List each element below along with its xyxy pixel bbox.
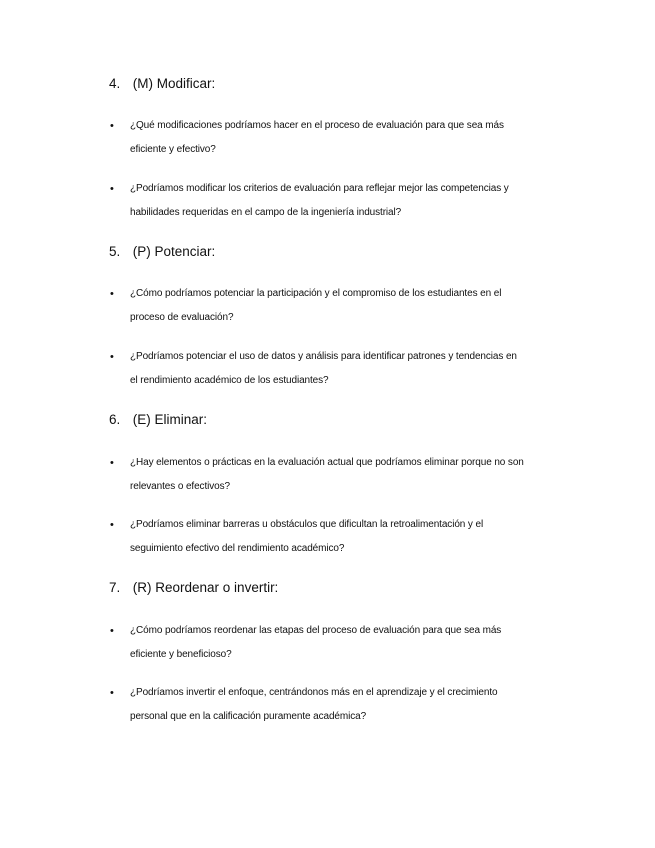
list-item-line: eficiente y efectivo? bbox=[130, 144, 216, 155]
list-item-line: ¿Qué modificaciones podríamos hacer en el proceso de evaluación para que sea más bbox=[130, 120, 504, 131]
list-item-line: ¿Podríamos modificar los criterios de evaluación para reflejar mejor las competencias y bbox=[130, 183, 509, 194]
list-item-line: seguimiento efectivo del rendimiento académico? bbox=[130, 543, 345, 554]
list-item-line: ¿Cómo podríamos reordenar las etapas del proceso de evaluación para que sea más bbox=[130, 625, 502, 636]
list-item-line: el rendimiento académico de los estudiantes? bbox=[130, 375, 329, 386]
list-item-line: proceso de evaluación? bbox=[130, 312, 234, 323]
list-item bbox=[130, 177, 570, 225]
list-item-line: eficiente y beneficioso? bbox=[130, 649, 232, 660]
bullet-icon: • bbox=[110, 625, 114, 637]
section-number: 6. bbox=[109, 412, 121, 427]
list-item bbox=[130, 513, 570, 561]
bullet-icon: • bbox=[110, 457, 114, 469]
bullet-icon: • bbox=[110, 351, 114, 363]
section-title: (E) Eliminar: bbox=[132, 412, 208, 427]
section-title: (R) Reordenar o invertir: bbox=[132, 580, 279, 595]
bullet-icon: • bbox=[110, 519, 114, 531]
section-number: 4. bbox=[109, 76, 121, 91]
list-item-line: ¿Podríamos eliminar barreras u obstáculos que dificultan la retroalimentación y el bbox=[130, 519, 484, 530]
bullet-icon: • bbox=[110, 687, 114, 699]
section-number: 7. bbox=[109, 580, 121, 595]
list-item bbox=[130, 451, 570, 499]
bullet-icon: • bbox=[110, 288, 114, 300]
list-item-line: ¿Hay elementos o prácticas en la evaluación actual que podríamos eliminar porque no son bbox=[130, 457, 524, 468]
list-item bbox=[130, 282, 570, 330]
list-item bbox=[130, 681, 570, 729]
section-title: (M) Modificar: bbox=[132, 76, 216, 91]
list-item bbox=[130, 619, 570, 667]
bullet-icon: • bbox=[110, 183, 114, 195]
list-item-line: ¿Podríamos potenciar el uso de datos y análisis para identificar patrones y tendencias en bbox=[130, 351, 517, 362]
list-item-line: ¿Cómo podríamos potenciar la participación y el compromiso de los estudiantes en el bbox=[130, 288, 502, 299]
bullet-icon: • bbox=[110, 120, 114, 132]
section-heading-6 bbox=[109, 412, 207, 428]
section-number: 5. bbox=[109, 244, 121, 259]
list-item-line: ¿Podríamos invertir el enfoque, centrándonos más en el aprendizaje y el crecimiento bbox=[130, 687, 498, 698]
section-heading-7 bbox=[109, 580, 278, 596]
list-item bbox=[130, 114, 570, 162]
section-heading-4 bbox=[109, 76, 215, 92]
list-item-line: habilidades requeridas en el campo de la ingeniería industrial? bbox=[130, 207, 402, 218]
list-item-line: relevantes o efectivos? bbox=[130, 481, 230, 492]
list-item-line: personal que en la calificación puramente académica? bbox=[130, 711, 367, 722]
section-title: (P) Potenciar: bbox=[132, 244, 216, 259]
list-item bbox=[130, 345, 570, 393]
section-heading-5 bbox=[109, 244, 215, 260]
